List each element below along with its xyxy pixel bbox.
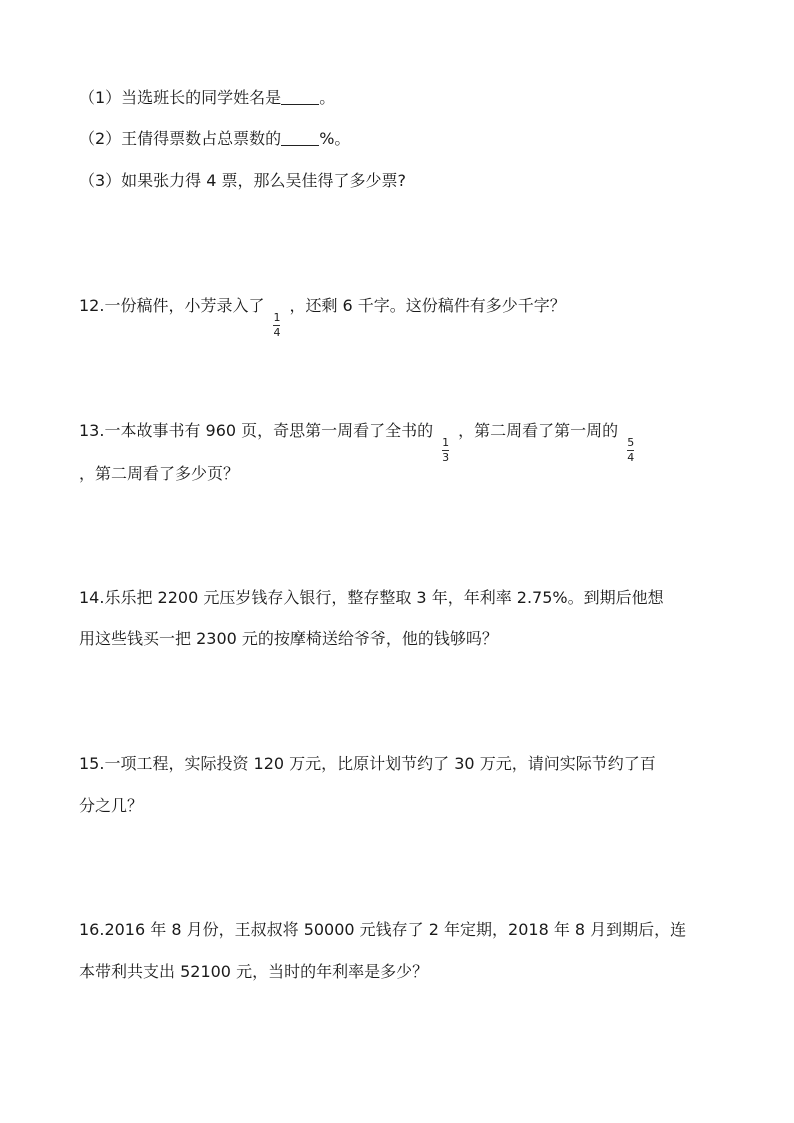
question-16-line-2 xyxy=(79,962,428,982)
question-16-line-1 xyxy=(79,920,686,940)
question-16-text: 16.2016 年 8 月份，王叔叔将 50000 元钱存了 2 年定期，2018 年 8 月到期后，连 xyxy=(79,920,687,939)
question-14-line-1 xyxy=(79,588,664,608)
sub-question-2-text: （2）王倩得票数占总票数的 xyxy=(79,129,282,148)
fraction-denominator: 4 xyxy=(627,451,635,464)
answer-blank[interactable] xyxy=(281,129,319,146)
fraction-one-quarter xyxy=(273,312,280,339)
question-14-line-2 xyxy=(79,629,498,649)
question-13-text-mid: ，第二周看了第一周的 xyxy=(458,421,619,440)
question-13-text-end: ，第二周看了多少页？ xyxy=(79,464,240,483)
sub-question-1-suffix: 。 xyxy=(319,88,336,107)
sub-question-3-text: （3）如果张力得 4 票，那么吴佳得了多少票? xyxy=(79,171,407,190)
question-13-text: 13.一本故事书有 960 页，奇思第一周看了全书的 xyxy=(79,421,434,440)
fraction-numerator: 1 xyxy=(442,436,450,449)
sub-question-3 xyxy=(79,171,406,191)
question-13-line-2 xyxy=(79,464,239,484)
sub-question-2-suffix: %。 xyxy=(319,129,351,148)
question-15-line-2 xyxy=(79,796,143,816)
question-13 xyxy=(79,421,643,464)
fraction-five-quarters xyxy=(627,437,634,464)
question-14-text: 14.乐乐把 2200 元压岁钱存入银行，整存整取 3 年，年利率 2.75%。到期后他想 xyxy=(79,588,664,607)
question-15-text: 15.一项工程，实际投资 120 万元，比原计划节约了 30 万元，请问实际节约了百 xyxy=(79,754,656,773)
question-15-line-1 xyxy=(79,754,656,774)
sub-question-1-text: （1）当选班长的同学姓名是 xyxy=(79,88,282,107)
answer-blank[interactable] xyxy=(281,88,319,105)
question-15-text-cont: 分之几？ xyxy=(79,796,144,815)
question-12-text-cont: ，还剩 6 千字。这份稿件有多少千字？ xyxy=(289,296,566,315)
fraction-numerator: 5 xyxy=(627,436,635,449)
sub-question-1 xyxy=(79,88,335,108)
question-16-text-cont: 本带利共支出 52100 元，当时的年利率是多少？ xyxy=(79,962,429,981)
fraction-denominator: 4 xyxy=(273,326,281,339)
question-12 xyxy=(79,296,566,339)
fraction-one-third xyxy=(442,437,449,464)
fraction-denominator: 3 xyxy=(442,451,450,464)
question-14-text-cont: 用这些钱买一把 2300 元的按摩椅送给爷爷，他的钱够吗？ xyxy=(79,629,498,648)
question-12-text: 12.一份稿件，小芳录入了 xyxy=(79,296,265,315)
sub-question-2 xyxy=(79,129,350,149)
fraction-numerator: 1 xyxy=(273,311,281,324)
